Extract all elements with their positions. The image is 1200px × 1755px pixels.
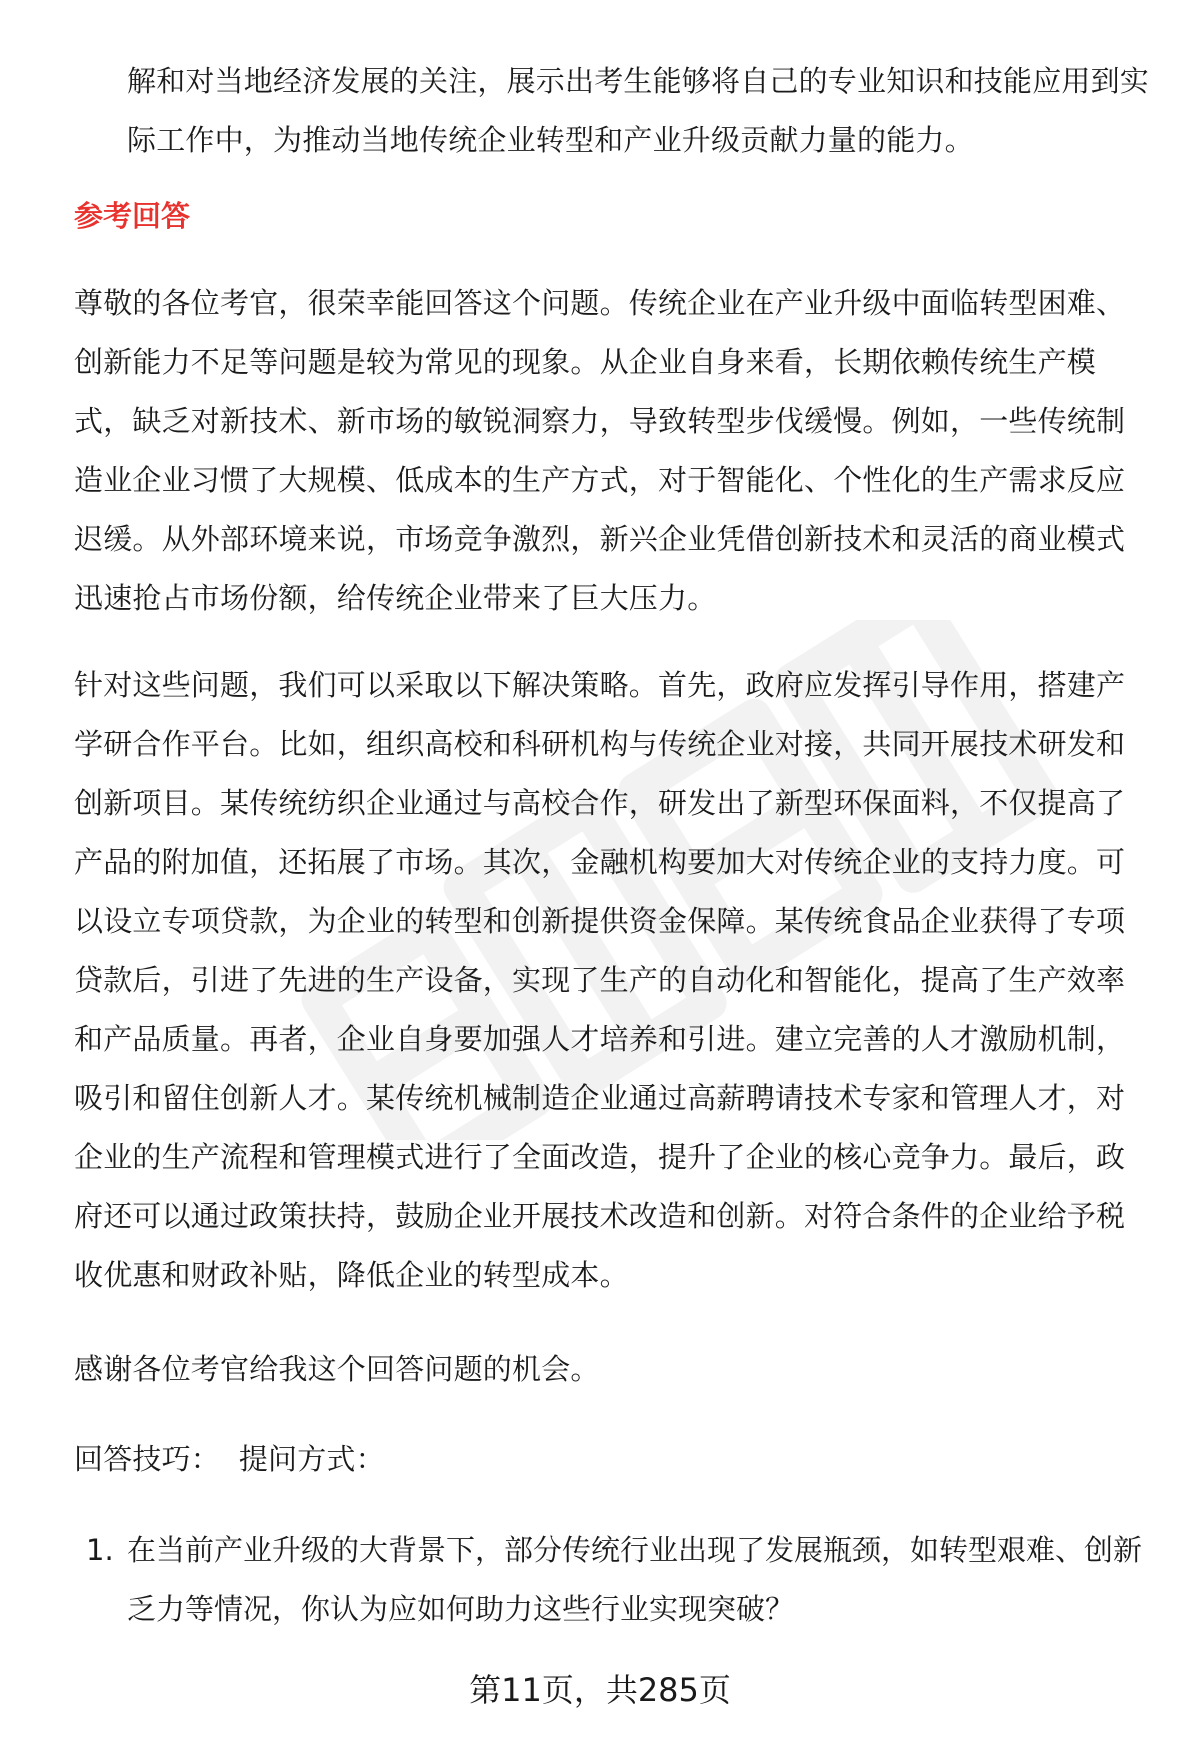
list-item <box>74 1521 1164 1639</box>
list-number: 1. <box>86 1533 114 1567</box>
answer-paragraph-2: 针对这些问题，我们可以采取以下解决策略。首先，政府应发挥引导作用，搭建产学研合作平台。比如，组织高校和科研机构与传统企业对接，共同开展技术研发和创新项目。某传统纺织企业通过与高校合作，研发出了新型环保面料，不仅提高了产品的附加值，还拓展了市场。其次，金融机构要加大对传统企业的支持力度。可以设立专项贷款，为企业的转型和创新提供资金保障。某传统食品企业获得了专项贷款后，引进了先进的生产设备，实现了生产的自动化和智能化，提高了生产效率和产品质量。再者，企业自身要加强人才培养和引进。建立完善的人才激励机制，吸引和留住创新人才。某传统机械制造企业通过高薪聘请技术专家和管理人才，对企业的生产流程和管理模式进行了全面改造，提升了企业的核心竞争力。最后，政府还可以通过政策扶持，鼓励企业开展技术改造和创新。对符合条件的企业给予税收优惠和财政补贴，降低企业的转型成本。 <box>74 668 1126 1292</box>
answer-paragraph-1: 尊敬的各位考官，很荣幸能回答这个问题。传统企业在产业升级中面临转型困难、创新能力不足等问题是较为常见的现象。从企业自身来看，长期依赖传统生产模式，缺乏对新技术、新市场的敏锐洞察力，导致转型步伐缓慢。例如，一些传统制造业企业习惯了大规模、低成本的生产方式，对于智能化、个性化的生产需求反应迟缓。从外部环境来说，市场竞争激烈，新兴企业凭借创新技术和灵活的商业模式迅速抢占市场份额，给传统企业带来了巨大压力。 <box>74 286 1126 615</box>
question-list <box>74 1521 1164 1639</box>
list-text: 在当前产业升级的大背景下，部分传统行业出现了发展瓶颈，如转型艰难、创新乏力等情况，你认为应如何助力这些行业实现突破？ <box>127 1533 1143 1626</box>
section-heading: 参考回答 <box>74 199 191 233</box>
tips-label: 回答技巧： 提问方式： <box>74 1442 385 1476</box>
closing-paragraph: 感谢各位考官给我这个回答问题的机会。 <box>74 1352 600 1386</box>
intro-paragraph: 解和对当地经济发展的关注，展示出考生能够将自己的专业知识和技能应用到实际工作中，为推动当地传统企业转型和产业升级贡献力量的能力。 <box>127 64 1150 157</box>
page-number-footer: 第11页，共285页 <box>469 1671 731 1709</box>
